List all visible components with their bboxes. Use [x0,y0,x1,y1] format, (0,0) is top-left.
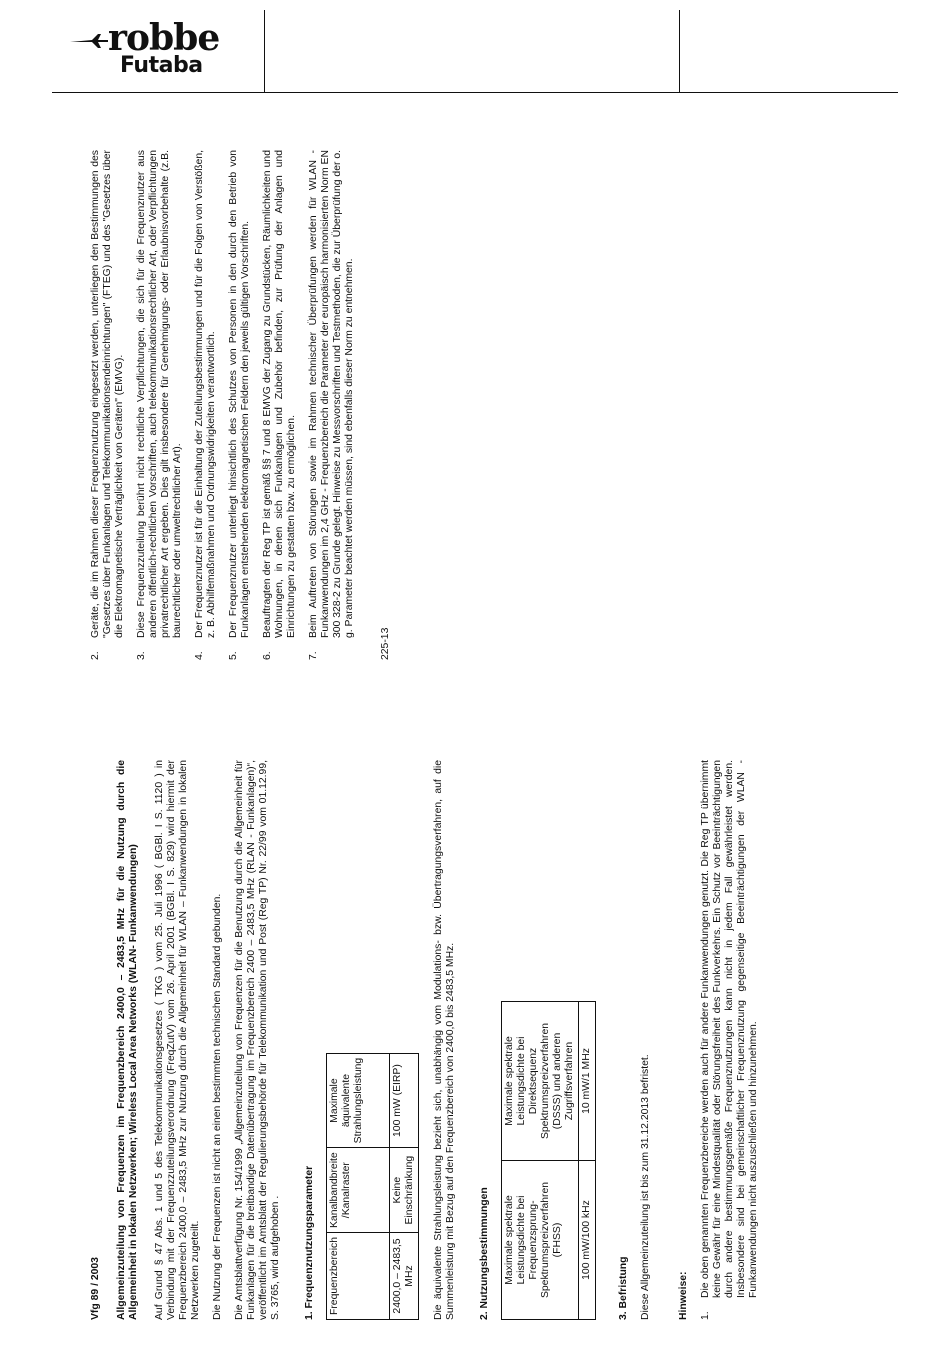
section-2-heading: 2. Nutzungsbestimmungen [479,1187,490,1320]
table-cell: 100 mW (EIRP) [390,1053,419,1147]
table-header: Frequenzbereich [327,1233,390,1320]
section-1-heading: 1. Frequenznutzungsparameter [304,1165,315,1320]
header-divider-left [264,10,265,92]
right-column [90,150,402,660]
intro-paragraph: Auf Grund § 47 Abs. 1 und 5 des Telekommunikationsgesetzes ( TKG ) vom 25. Juli 1996 ( BGBl. I S. 1120 ) in Verbindung mit der Frequenzzuteilungsverordnung (FreqZutV) vom 26. April 2001 (BGBl. I S. 829) wird hiermit der Frequenzbereich 2400,0 – 2483,5 MHz zur Nutzung durch die Allgemeinheit für WLAN – Funkanwendungen in lokalen Netzwerken zugeteilt. [154,760,201,1320]
header-rule [52,92,898,93]
list-item [700,760,760,1320]
hinweise-heading: Hinweise: [678,1271,689,1320]
list-number: 5. [228,651,239,660]
doc-title: Allgemeinzuteilung von Frequenzen im Frequenzbereich 2400,0 – 2483,5 MHz für die Nutzung durch die Allgemeinheit in lokalen Netzwerken; Wireless Local Area Networks (WLAN- Funkanwendungen) [116,760,139,1320]
header-divider-right [679,10,680,92]
hinweise-list [700,760,760,1320]
airplane-icon [70,32,110,50]
section-3-heading: 3. Befristung [618,1256,629,1320]
list-item [194,150,218,660]
doc-ref: Vfg 89 / 2003 [90,1257,101,1320]
table-cell: Keine Einschränkung [390,1148,419,1233]
list-number: 6. [262,651,273,660]
table-header: Maximale spektrale Leistungsdichte bei Frequenzsprung-Spektrumspreizverfahren (FHSS) [502,1161,579,1320]
intro-paragraph: Die Amtsblattverfügung Nr. 154/1999 „Allgemeinzuteilung von Frequenzen für die Benutzung durch die Allgemeinheit für Funkanlagen für die breitbandige Datenübertragung im Frequenzbereich 2400 – 2483,5 MHz (RLAN - Funkanlagen)“, veröffentlicht im Amtsblatt der Regulierungsbehörde für Telekommunikation und Post (Reg TP) Nr. 22/99 vom 01.12.99, S. 3765, wird aufgehoben . [234,760,281,1320]
list-number: 7. [308,651,319,660]
list-number: 1. [700,1311,711,1320]
list-item [90,150,126,660]
intro-paragraph: Die Nutzung der Frequenzen ist nicht an einen bestimmten technischen Standard gebunden. [212,893,223,1320]
list-item [136,150,184,660]
list-text: Beauftragten der Reg TP ist gemäß §§ 7 und 8 EMVG der Zugang zu Grundstücken, Räumlichkeiten und Wohnungen, in denen sich Funkanlagen und Zubehör befinden, zur Prüfung der Anlagen und Einrichtungen zu gestatten bzw. zu ermöglichen. [262,150,297,638]
table-cell: 100 mW/100 kHz [579,1161,596,1320]
left-column [90,760,770,1320]
usage-table [501,1001,596,1320]
table-cell: 2400,0 – 2483,5 MHz [390,1233,419,1320]
list-item [308,150,356,660]
robbe-futaba-logo [70,17,250,82]
section-3-text: Diese Allgemeinzuteilung ist bis zum 31.12.2013 befristet. [640,1054,651,1320]
footer-code: 225-13 [380,627,391,660]
list-text: Beim Auftreten von Störungen sowie im Rahmen technischer Überprüfungen werden für WLAN - Funkanwendungen im 2,4 GHz - Frequenzbereich die Parameter der europäisch harmonisierten Norm EN 300 328-2 zu Grunde gelegt. Hinweise zu Messvorschriften und Testmethoden, die zur Überprüfung der o. g. Parameter beachtet werden müssen, sind ebenfalls dieser Norm zu entnehmen. [308,150,355,638]
list-text: Der Frequenznutzer unterliegt hinsichtlich des Schutzes von Personen in den durch den Betrieb von Funkanlagen entstehenden elektromagnetischen Feldern den jeweils gültigen Vorschriften. [228,150,251,638]
list-text: Der Frequenznutzer ist für die Einhaltung der Zuteilungsbestimmungen und für die Folgen von Verstößen, z. B. Abhilfemaßnahmen und Ordnungswidrigkeiten verantwortlich. [194,150,217,638]
hinweise-list-continued [90,150,356,660]
table-header: Kanalbandbreite /Kanalraster [327,1148,390,1233]
table-header: Maximale äquivalente Strahlungsleistung [327,1053,390,1147]
list-number: 2. [90,651,101,660]
frequency-table [326,1053,419,1320]
list-text: Diese Frequenzzuteilung berührt nicht rechtliche Verpflichtungen, die sich für die Frequenznutzer aus anderen öffentlich-rechtlichen Vorschriften, auch telekommunikationsrechtlicher Art, oder Verpflichtungen privatrechtlicher Art ergeben. Dies gilt insbesondere für Genehmigungs- oder Erlaubnisvorbehalte (z.B. baurechtlicher oder umweltrechtlicher Art). [136,150,183,638]
brand-futaba: Futaba [120,53,203,78]
table-header: Maximale spektrale Leistungsdichte bei Direktsequenz Spektrumspreizverfahren (DSSS) und anderen Zugriffsverfahren [502,1002,579,1161]
list-item [262,150,298,660]
list-number: 3. [136,651,147,660]
list-item [228,150,252,660]
list-text: Die oben genannten Frequenzbereiche werden auch für andere Funkanwendungen genutzt. Die Reg TP übernimmt keine Gewähr für eine Mindestqualität oder Störungsfreiheit des Funkverkehrs. Ein Schutz vor Beeinträchtigungen durch andere bestimmungsgemäße Frequenznutzungen kann nicht in jedem Fall gewährleistet werden. Insbesondere sind bei gemeinschaftlicher Frequenznutzung gegenseitige Beeinträchtigungen der WLAN - Funkanwendungen nicht auszuschließen und hinzunehmen. [700,760,759,1298]
table-cell: 10 mW/1 MHz [579,1002,596,1161]
list-number: 4. [194,651,205,660]
list-text: Geräte, die im Rahmen dieser Frequenznutzung eingesetzt werden, unterliegen den Bestimmungen des "Gesetzes über Funkanlagen und Telekommunikationsendeinrichtungen" (FTEG) und des "Gesetzes über die Elektromagnetische Verträglichkeit von Geräten" (EMVG). [90,150,125,638]
rotated-document [90,120,910,1340]
brand-robbe: robbe [108,17,220,59]
section-1-note: Die äquivalente Strahlungsleistung bezieht sich, unabhängig vom Modulations- bzw. Übertragungsverfahren, auf die Summenleistung mit Bezug auf den Frequenzbereich von 2400,0 bis 2483,5 MHz. [433,760,456,1320]
